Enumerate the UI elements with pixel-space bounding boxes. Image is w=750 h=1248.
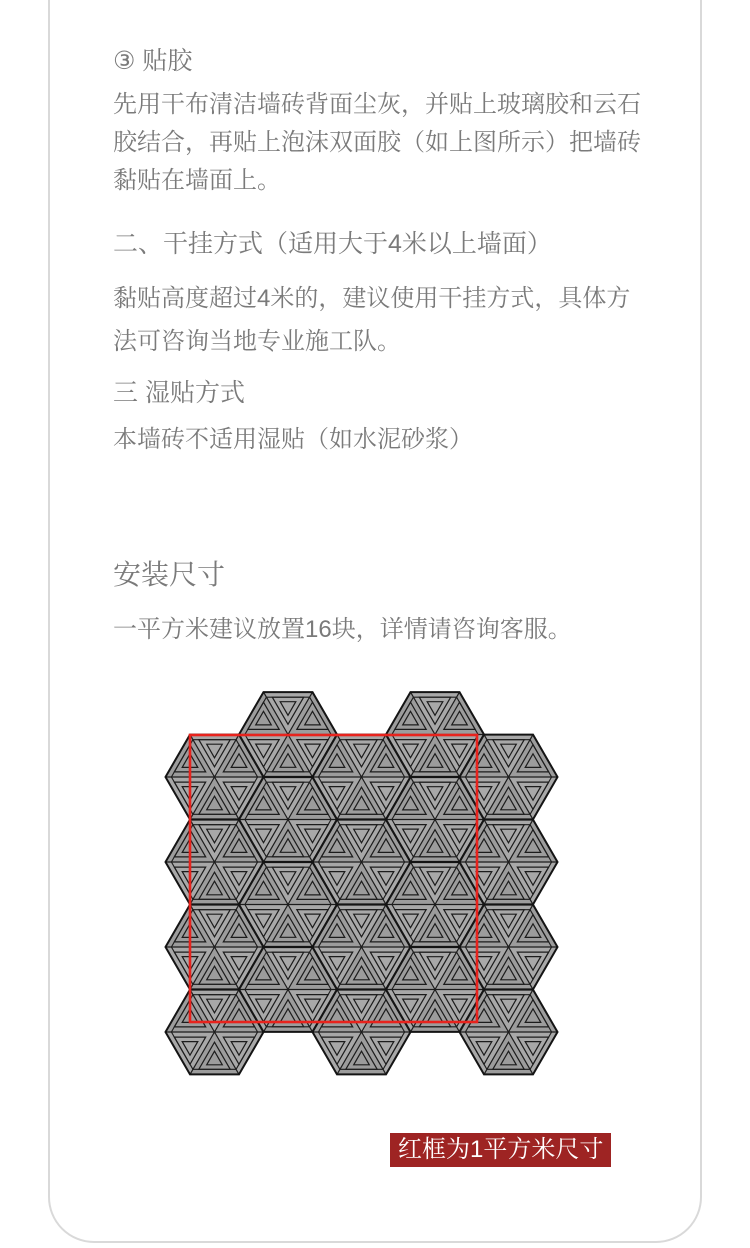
wet-paste-body: 本墙砖不适用湿贴（如水泥砂浆） [113, 426, 473, 453]
tile-mosaic-image [0, 655, 750, 1085]
wet-paste-heading: 三 湿贴方式 [113, 379, 245, 407]
install-size-body: 一平方米建议放置16块，详情请咨询客服。 [113, 616, 572, 643]
dry-hang-heading: 二、干挂方式（适用大于4米以上墙面） [113, 230, 552, 258]
step3-body: 先用干布清洁墙砖背面尘灰，并贴上玻璃胶和云石胶结合，再贴上泡沫双面胶（如上图所示）把墙砖黏贴在墙面上。 [113, 91, 641, 194]
install-size-heading: 安装尺寸 [113, 559, 226, 590]
dry-hang-body: 黏贴高度超过4米的，建议使用干挂方式，具体方法可咨询当地专业施工队。 [113, 285, 631, 355]
step3-heading: ③ 贴胶 [113, 47, 193, 75]
red-frame-caption: 红框为1平方米尺寸 [390, 1133, 611, 1167]
